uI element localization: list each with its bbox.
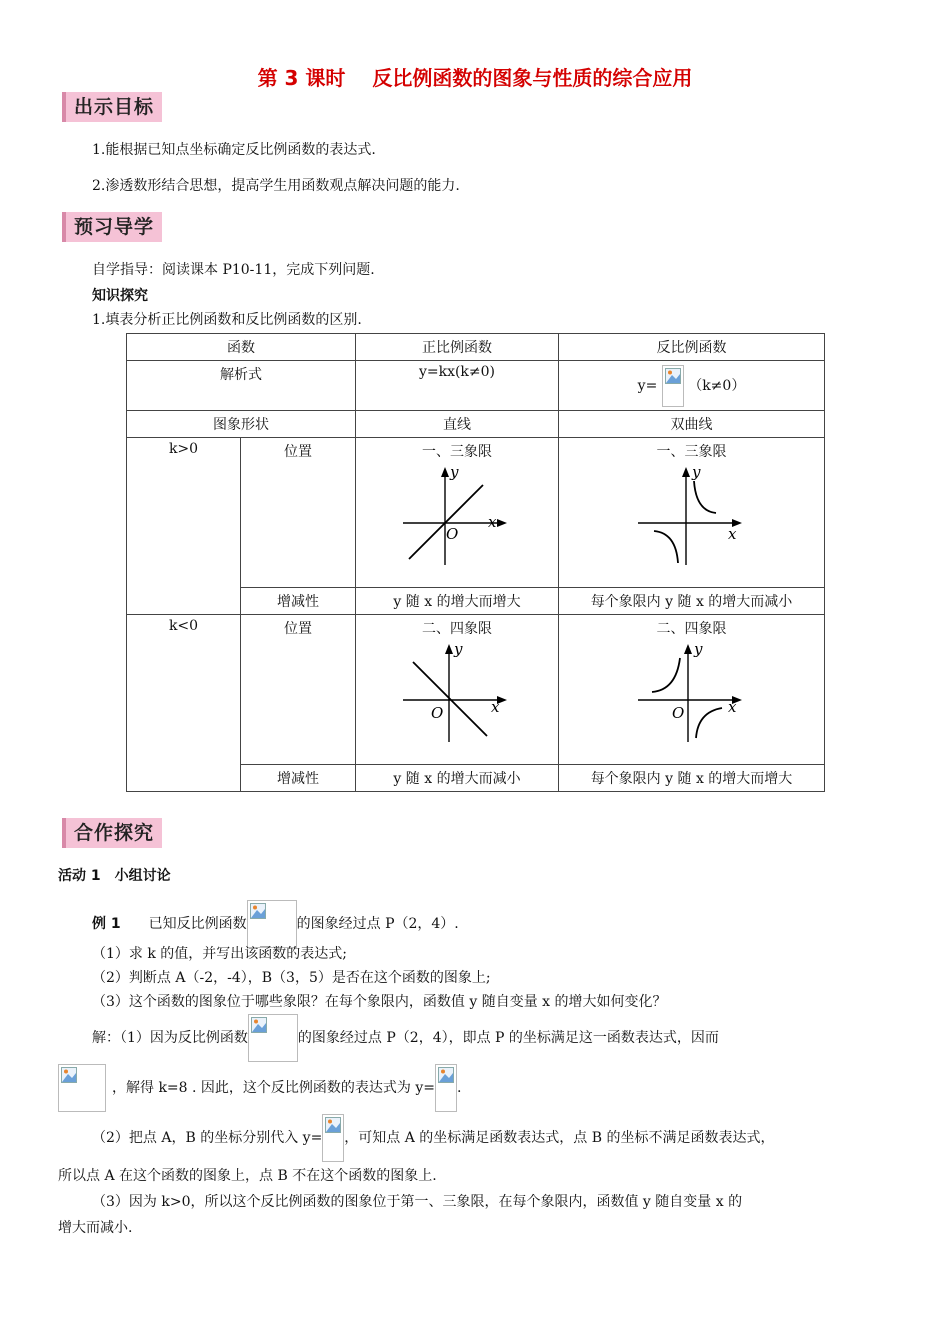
solution-text-3a: （3）因为 k>0，所以这个反比例函数的图象位于第一、三象限，在每个象限内，函数值 y 随自变量 x 的 (92, 1194, 743, 1210)
formula-image-placeholder (58, 1064, 106, 1112)
y-axis-label: y (450, 463, 459, 481)
inverse-expression (559, 361, 825, 411)
header-function: 函数 (127, 334, 356, 361)
x-axis-label: x (727, 698, 736, 716)
header-direct: 正比例函数 (356, 334, 559, 361)
image-icon (438, 1067, 454, 1083)
section-banner-cooperate: 合作探究 (62, 818, 162, 848)
solution-line-1 (92, 1014, 719, 1062)
origin-label: O (671, 704, 684, 722)
solution-line-3 (92, 1114, 775, 1162)
image-icon (325, 1117, 341, 1133)
image-icon (665, 368, 681, 384)
solution-text-2a: （2）把点 A，B 的坐标分别代入 y= (92, 1130, 323, 1146)
inverse-quadrant-kpos: 一、三象限 (656, 444, 727, 460)
row-expression-label: 解析式 (127, 361, 356, 411)
fraction-image-placeholder (662, 365, 684, 407)
example-question-3: （3）这个函数的图象位于哪些象限？在每个象限内，函数值 y 随自变量 x 的增大如何变化？ (92, 994, 667, 1010)
k-negative-label: k<0 (127, 615, 241, 792)
activity-title: 活动 1 小组讨论 (58, 868, 171, 884)
inverse-position-kpos (559, 438, 825, 588)
example-text-a: 已知反比例函数 (148, 916, 247, 932)
inverse-shape: 双曲线 (559, 411, 825, 438)
formula-image-placeholder (247, 900, 297, 948)
direct-position-kpos (356, 438, 559, 588)
x-axis-label: x (488, 513, 497, 531)
formula-image-placeholder (248, 1014, 298, 1062)
example-question-2: （2）判断点 A（-2，-4），B（3，5）是否在这个函数的图象上; (92, 970, 491, 986)
position-label: 位置 (241, 615, 356, 765)
x-axis-label: x (727, 525, 736, 543)
inverse-expression-prefix: y= (637, 377, 658, 394)
image-icon (61, 1067, 77, 1083)
origin-label: O (446, 525, 459, 543)
self-study-guide: 自学指导：阅读课本 P10-11，完成下列问题. (92, 262, 375, 278)
direct-quadrant-kpos: 一、三象限 (422, 444, 492, 460)
page-title: 第 3 课时 反比例函数的图象与性质的综合应用 (257, 66, 693, 90)
knowledge-heading: 知识探究 (92, 288, 148, 304)
section-banner-preview: 预习导学 (62, 212, 162, 242)
solution-line-2 (58, 1064, 461, 1112)
image-icon (251, 1017, 267, 1033)
goal-item-1: 1.能根据已知点坐标确定反比例函数的表达式. (92, 142, 376, 158)
solution-text-3b: 增大而减小. (58, 1220, 133, 1236)
inverse-expression-suffix: （k≠0） (688, 377, 746, 394)
solution-text-1c: ，解得 k=8 . 因此，这个反比例函数的表达式为 y= (112, 1080, 436, 1096)
k-positive-label: k>0 (127, 438, 241, 615)
graph-direct-kneg (397, 638, 517, 748)
formula-image-placeholder (435, 1064, 457, 1112)
solution-text-1d: . (457, 1080, 462, 1096)
monotonic-label: 增减性 (241, 765, 356, 792)
direct-mono-kpos: y 随 x 的增大而增大 (356, 588, 559, 615)
origin-label: O (431, 704, 444, 722)
direct-position-kneg (356, 615, 559, 765)
direct-expression: y=kx(k≠0) (356, 361, 559, 411)
comparison-table (126, 333, 825, 792)
solution-text-1b: 的图象经过点 P（2，4），即点 P 的坐标满足这一函数表达式，因而 (297, 1030, 719, 1046)
direct-mono-kneg: y 随 x 的增大而减小 (356, 765, 559, 792)
graph-inverse-kpos (632, 461, 752, 571)
inverse-mono-kpos: 每个象限内 y 随 x 的增大而减小 (559, 588, 825, 615)
example-1 (92, 900, 459, 948)
example-text-b: 的图象经过点 P（2，4）. (296, 916, 459, 932)
question-1: 1.填表分析正比例函数和反比例函数的区别. (92, 312, 362, 328)
goal-item-2: 2.渗透数形结合思想，提高学生用函数观点解决问题的能力. (92, 178, 460, 194)
example-question-1: （1）求 k 的值，并写出该函数的表达式; (92, 946, 348, 962)
y-axis-label: y (693, 640, 702, 658)
formula-image-placeholder (322, 1114, 344, 1162)
direct-shape: 直线 (356, 411, 559, 438)
header-inverse: 反比例函数 (559, 334, 825, 361)
example-label: 例 1 (92, 916, 121, 932)
monotonic-label: 增减性 (241, 588, 356, 615)
solution-text-1a: 解：（1）因为反比例函数 (92, 1030, 248, 1046)
solution-text-2c: 所以点 A 在这个函数的图象上，点 B 不在这个函数的图象上. (58, 1168, 437, 1184)
solution-text-2b: ，可知点 A 的坐标满足函数表达式，点 B 的坐标不满足函数表达式， (344, 1130, 775, 1146)
graph-inverse-kneg (632, 638, 752, 748)
position-label: 位置 (241, 438, 356, 588)
inverse-mono-kneg: 每个象限内 y 随 x 的增大而增大 (559, 765, 825, 792)
y-axis-label: y (691, 463, 700, 481)
row-shape-label: 图象形状 (127, 411, 356, 438)
section-banner-goals: 出示目标 (62, 92, 162, 122)
y-axis-label: y (454, 640, 463, 658)
x-axis-label: x (491, 698, 500, 716)
inverse-position-kneg (559, 615, 825, 765)
direct-quadrant-kneg: 二、四象限 (422, 621, 492, 637)
inverse-quadrant-kneg: 二、四象限 (656, 621, 727, 637)
graph-direct-kpos (397, 461, 517, 571)
image-icon (250, 903, 266, 919)
